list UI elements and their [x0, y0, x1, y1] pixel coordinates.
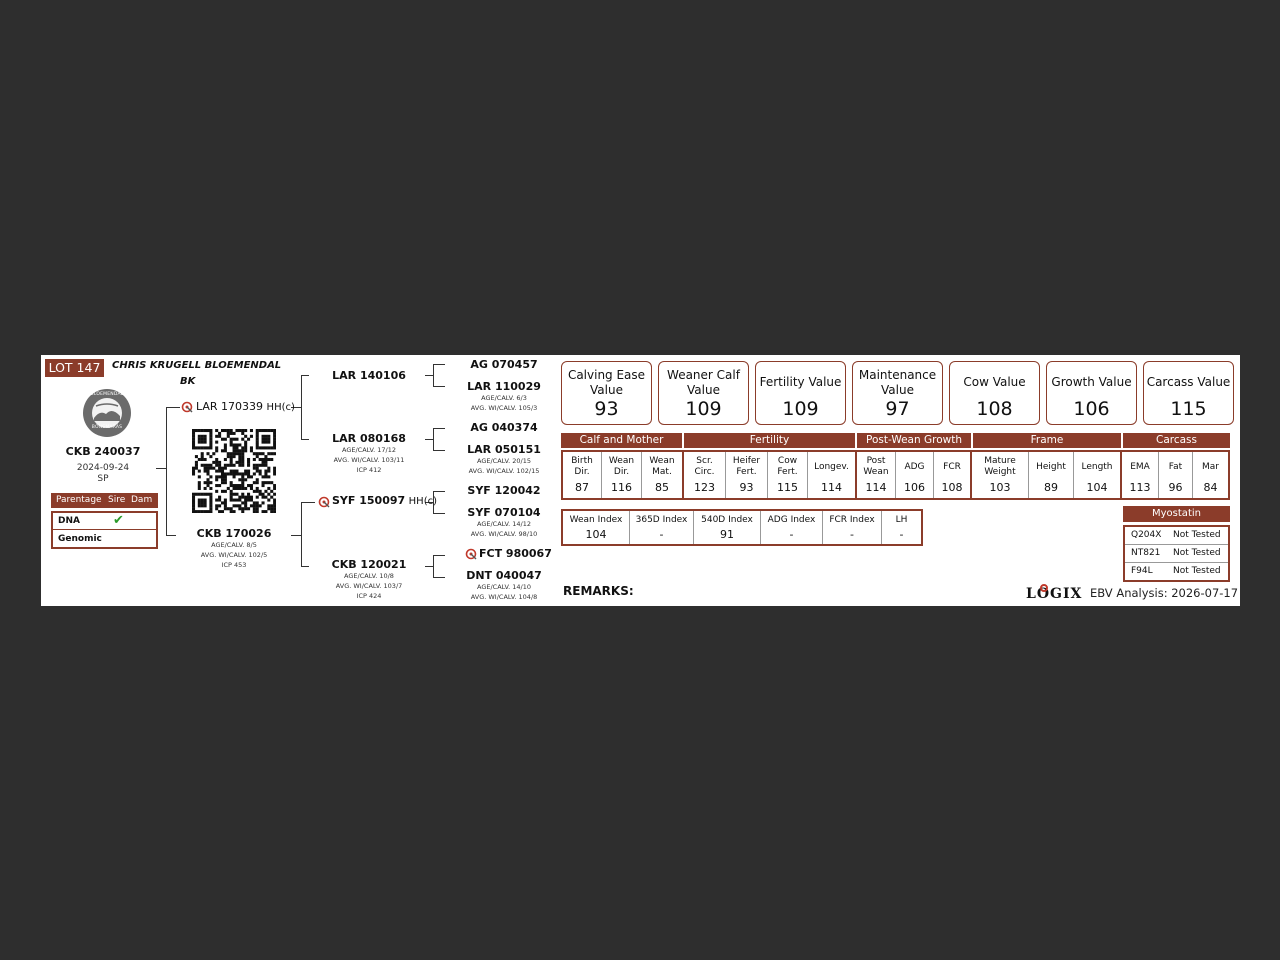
value-number: 109	[685, 398, 722, 420]
ebv-value: 108	[941, 481, 963, 494]
ebv-label: Longev.	[814, 461, 849, 472]
pedigree-line	[433, 577, 445, 578]
myostatin-result: Not Tested	[1173, 530, 1221, 540]
ebv-value: 114	[865, 481, 887, 494]
parentage-col-sire: Sire	[108, 495, 126, 505]
fertility-header: Fertility	[684, 433, 855, 448]
index-cell	[761, 511, 823, 544]
myostatin-header: Myostatin	[1123, 506, 1230, 522]
pedigree-line	[433, 428, 445, 429]
ss-sire-id: AG 070457	[470, 358, 538, 371]
homozygous-polled-icon	[181, 401, 193, 413]
pedigree-line	[166, 407, 180, 408]
pedigree-line	[291, 535, 301, 536]
myostatin-gene: Q204X	[1131, 530, 1162, 540]
index-label: 365D Index	[635, 515, 688, 525]
sd-dam-avg-wi: AVG. WI/CALV. 102/15	[468, 467, 540, 475]
ss-dam-avg-wi: AVG. WI/CALV. 105/3	[470, 404, 538, 412]
ebv-cell	[1029, 452, 1074, 498]
pedigree-line	[433, 513, 445, 514]
ebv-label: Scr.	[696, 456, 713, 466]
ebv-value: 123	[694, 481, 715, 494]
breeder-code: BK	[180, 376, 196, 387]
pedigree-line	[433, 364, 434, 386]
ebv-cell	[896, 452, 934, 498]
ebv-value: 114	[821, 481, 842, 494]
index-value: -	[899, 528, 904, 541]
index-cell	[882, 511, 921, 544]
ebv-analysis-date: EBV Analysis: 2026-07-17	[1090, 586, 1239, 600]
pedigree-line	[166, 535, 176, 536]
post-wean-growth-header: Post-Wean Growth	[857, 433, 971, 448]
ebv-value: 87	[575, 481, 589, 494]
calving-ease-value-box	[561, 361, 652, 425]
dam-dam-age-calv: AGE/CALV. 10/8	[344, 572, 394, 580]
index-table	[561, 509, 923, 546]
ebv-label: Height	[1036, 461, 1066, 472]
ebv-value: 85	[655, 481, 669, 494]
ebv-label: Length	[1081, 461, 1113, 472]
index-label: 540D Index	[701, 515, 753, 525]
dam-icp: ICP 453	[221, 561, 247, 569]
pedigree-line	[433, 491, 445, 492]
ebv-label: Birth	[571, 456, 593, 466]
ebv-label: Wean	[649, 456, 675, 466]
myostatin-result: Not Tested	[1173, 548, 1221, 558]
ebv-label: EMA	[1130, 461, 1150, 472]
logix-logo: LOGIX	[1026, 586, 1083, 602]
value-label: Fertility Value	[759, 375, 842, 389]
value-number: 93	[594, 398, 619, 420]
ebv-cell	[1122, 452, 1159, 498]
pedigree-line	[433, 555, 445, 556]
dd-dam-age-calv: AGE/CALV. 14/10	[476, 583, 532, 591]
sd-sire-id: AG 040374	[470, 421, 538, 434]
sire-suffix: HH(c)	[266, 402, 295, 413]
ds-dam-avg-wi: AVG. WI/CALV. 98/10	[470, 530, 538, 538]
ebv-table	[561, 450, 1230, 500]
index-cell	[563, 511, 630, 544]
pedigree-line	[301, 502, 315, 503]
pedigree-line	[166, 407, 167, 535]
maintenance-value-box	[852, 361, 943, 425]
ebv-label: Fat	[1168, 461, 1183, 472]
ebv-value: 89	[1044, 481, 1058, 494]
ebv-value: 116	[611, 481, 632, 494]
value-label: Cow Value	[963, 375, 1026, 389]
value-label: Maintenance Value	[858, 367, 937, 397]
fertility-value-box	[755, 361, 846, 425]
sd-dam-id: LAR 050151	[467, 443, 541, 456]
logix-logo-mark-icon	[1040, 584, 1048, 592]
index-value: -	[789, 528, 794, 541]
ebv-cell	[972, 452, 1029, 498]
dd-sire-id: FCT 980067	[479, 547, 552, 560]
parentage-title: Parentage	[56, 495, 102, 505]
pedigree-line	[425, 566, 433, 567]
ebv-cell	[642, 452, 684, 498]
value-number: 106	[1073, 398, 1110, 420]
value-label: Calving Ease Value	[567, 367, 646, 397]
ebv-cell	[563, 452, 602, 498]
pedigree-line	[433, 364, 445, 365]
animal-dob: 2024-09-24	[76, 463, 130, 473]
pedigree-line	[433, 555, 434, 577]
pedigree-line	[425, 375, 433, 376]
dam-dam-id: CKB 120021	[331, 558, 407, 571]
frame-header: Frame	[973, 433, 1121, 448]
homozygous-polled-icon	[318, 496, 330, 508]
value-number: 108	[976, 398, 1013, 420]
index-value: 91	[720, 528, 734, 541]
ebv-cell	[684, 452, 726, 498]
ebv-label: ADG	[904, 461, 925, 472]
ebv-value: 115	[777, 481, 798, 494]
ebv-cell	[726, 452, 768, 498]
sire-dam-id: LAR 080168	[332, 432, 406, 445]
ebv-label: Fert.	[736, 467, 757, 477]
ebv-label: Dir.	[613, 467, 630, 477]
pedigree-line	[301, 375, 309, 376]
ebv-value: 93	[739, 481, 754, 494]
ds-sire-id: SYF 120042	[467, 484, 541, 497]
sire-sire-id: LAR 140106	[332, 369, 406, 382]
pedigree-line	[425, 439, 433, 440]
ebv-label: Mat.	[652, 467, 672, 477]
ebv-value: 104	[1086, 481, 1108, 494]
parentage-row-divider	[53, 529, 156, 530]
qr-code	[192, 429, 276, 513]
ebv-value: 96	[1168, 481, 1183, 494]
dna-sire-check-icon: ✔	[113, 513, 124, 528]
logo-text-top: BLOEMENDAL	[90, 392, 124, 397]
myostatin-row-divider	[1125, 544, 1228, 545]
remarks-label: REMARKS:	[563, 584, 634, 598]
parentage-header	[51, 493, 158, 508]
ebv-value: 113	[1129, 481, 1151, 494]
parentage-table	[51, 511, 158, 549]
ebv-label: Circ.	[694, 467, 715, 477]
ebv-cell	[808, 452, 857, 498]
ebv-label: Wean	[608, 456, 635, 466]
ebv-label: Mature	[984, 456, 1016, 466]
value-label: Weaner Calf Value	[667, 367, 740, 397]
dam-dam-icp: ICP 424	[356, 592, 382, 600]
carcass-header: Carcass	[1123, 433, 1230, 448]
sire-dam-icp: ICP 412	[356, 466, 382, 474]
pedigree-line	[301, 566, 309, 567]
ebv-label: Fert.	[777, 467, 798, 477]
value-number: 109	[782, 398, 819, 420]
index-label: LH	[895, 515, 908, 525]
ebv-label: FCR	[943, 461, 961, 472]
parentage-row-label: DNA	[58, 516, 80, 526]
pedigree-line	[156, 468, 166, 469]
dam-dam-avg-wi: AVG. WI/CALV. 103/7	[335, 582, 403, 590]
myostatin-gene: F94L	[1131, 566, 1153, 576]
ebv-value: 84	[1203, 481, 1218, 494]
ebv-cell	[1074, 452, 1122, 498]
myostatin-table	[1123, 525, 1230, 582]
sire-id	[196, 400, 295, 413]
lot-badge	[45, 359, 104, 377]
animal-type: SP	[97, 474, 109, 484]
cow-value-box	[949, 361, 1040, 425]
sire-id-text: LAR 170339	[196, 400, 264, 413]
index-cell	[630, 511, 694, 544]
homozygous-polled-icon	[465, 548, 477, 560]
ds-dam-id: SYF 070104	[467, 506, 541, 519]
dam-sire-id-text: SYF 150097	[332, 494, 406, 507]
pedigree-line	[433, 386, 445, 387]
parentage-col-dam: Dam	[131, 495, 153, 505]
sire-dam-age-calv: AGE/CALV. 17/12	[341, 446, 397, 454]
ebv-cell	[1159, 452, 1193, 498]
myostatin-row-divider	[1125, 562, 1228, 563]
ebv-cell	[857, 452, 896, 498]
ebv-value: 103	[989, 481, 1011, 494]
pedigree-line	[433, 450, 445, 451]
ebv-cell	[934, 452, 972, 498]
myostatin-gene: NT821	[1131, 548, 1161, 558]
index-label: Wean Index	[569, 515, 623, 525]
lot-label: LOT 147	[48, 360, 101, 375]
ebv-cell	[768, 452, 808, 498]
sire-dam-avg-wi: AVG. WI/CALV. 103/11	[333, 456, 405, 464]
dam-avg-wi: AVG. WI/CALV. 102/5	[200, 551, 268, 559]
ebv-cell	[602, 452, 642, 498]
value-number: 115	[1170, 398, 1207, 420]
index-value: 104	[585, 528, 607, 541]
dd-dam-avg-wi: AVG. WI/CALV. 104/8	[470, 593, 538, 601]
ebv-value: 106	[904, 481, 925, 494]
dam-sire-suffix: HH(c)	[408, 496, 437, 507]
parentage-row-label: Genomic	[58, 534, 102, 544]
index-label: FCR Index	[829, 515, 875, 525]
ebv-label: Dir.	[574, 467, 590, 477]
value-number: 97	[885, 398, 910, 420]
index-value: -	[659, 528, 664, 541]
ss-dam-age-calv: AGE/CALV. 6/3	[481, 394, 527, 402]
pedigree-line	[301, 502, 302, 566]
myostatin-result: Not Tested	[1173, 566, 1221, 576]
value-label: Carcass Value	[1146, 375, 1231, 389]
pedigree-line	[301, 375, 302, 439]
index-value: -	[850, 528, 854, 541]
index-label: ADG Index	[767, 515, 816, 525]
ebv-label: Heifer	[732, 456, 761, 466]
ds-dam-age-calv: AGE/CALV. 14/12	[476, 520, 532, 528]
carcass-value-box	[1143, 361, 1234, 425]
ss-dam-id: LAR 110029	[467, 380, 541, 393]
ebv-label: Wean	[863, 467, 889, 477]
dam-sire-id	[332, 494, 437, 507]
ebv-label: Post	[866, 456, 886, 466]
ebv-label: Weight	[984, 467, 1016, 477]
sale-lot-card	[41, 355, 1240, 606]
pedigree-line	[301, 439, 309, 440]
pedigree-line	[433, 428, 434, 450]
sd-dam-age-calv: AGE/CALV. 20/15	[476, 457, 532, 465]
growth-value-box	[1046, 361, 1137, 425]
weaner-calf-value-box	[658, 361, 749, 425]
breeder-name: CHRIS KRUGELL BLOEMENDAL	[112, 360, 282, 371]
logo-text-bottom: BONSMARAS	[91, 425, 123, 430]
index-cell	[823, 511, 882, 544]
ebv-label: Cow	[777, 456, 798, 466]
dam-age-calv: AGE/CALV. 8/5	[211, 541, 257, 549]
ebv-cell	[1193, 452, 1228, 498]
ebv-label: Mar	[1202, 461, 1219, 472]
value-label: Growth Value	[1051, 375, 1132, 389]
animal-id: CKB 240037	[65, 445, 141, 458]
dd-dam-id: DNT 040047	[466, 569, 542, 582]
index-cell	[694, 511, 761, 544]
calf-mother-header: Calf and Mother	[561, 433, 682, 448]
dam-id: CKB 170026	[196, 527, 272, 540]
